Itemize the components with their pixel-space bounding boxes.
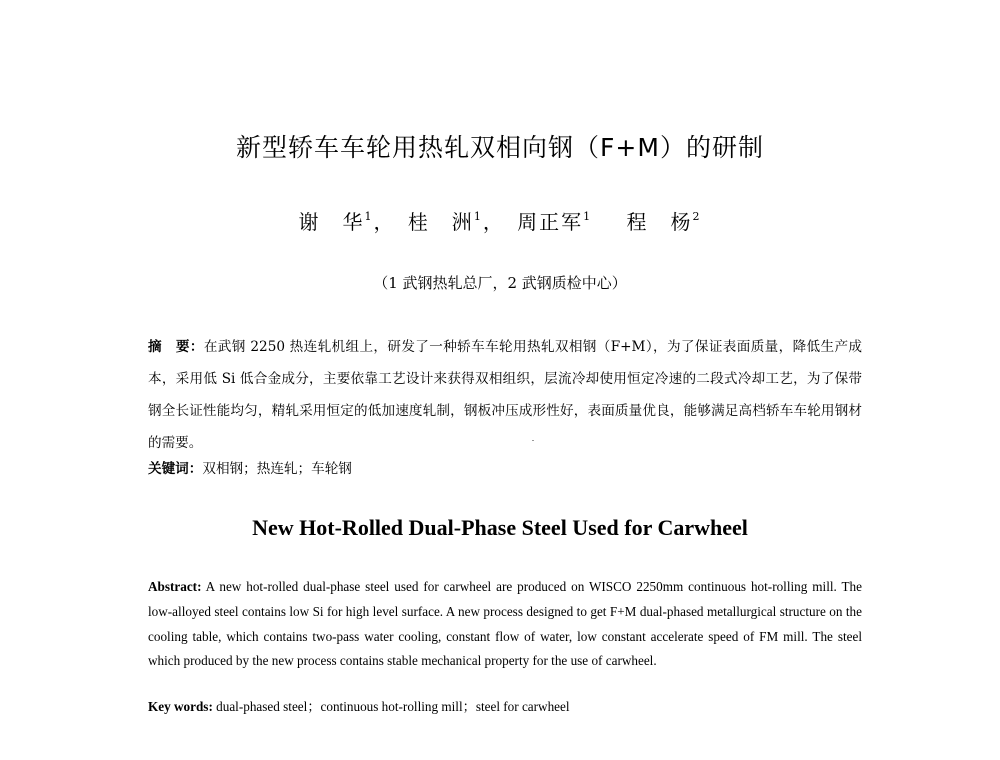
paper-title-cn: 新型轿车车轮用热轧双相向钢（F+M）的研制 (236, 133, 764, 162)
author-name: 周正军 (517, 210, 584, 234)
author (298, 210, 395, 234)
abstract-en (148, 575, 862, 674)
author-separator (592, 210, 614, 234)
author-name: 谢 华 (298, 210, 365, 234)
author (627, 210, 702, 234)
author-affil-mark: 2 (692, 210, 700, 223)
keywords-cn-label: 关键词： (148, 461, 203, 477)
keywords-en (148, 695, 862, 719)
abstract-en-label: Abstract: (148, 579, 202, 594)
author-separator: ， (373, 210, 396, 234)
author-affil-mark: 1 (583, 210, 591, 223)
author (408, 210, 505, 234)
abstract-en-text: A new hot-rolled dual-phase steel used for carwheel are produced on WISCO 2250mm continuous hot-rolling mill. The low-alloyed steel contains low Si for high level surface. A new process designed to get F+M dual-phased metallurgical structure on the cooling table, which contains two-pass water cooling, constant flow of water, low constant accelerate speed of FM mill. The steel which produced by the new process contains stable mechanical property for the use of carwheel. (148, 579, 862, 669)
abstract-cn-text: 在武钢 2250 热连轧机组上，研发了一种轿车车轮用热轧双相钢（F+M），为了保证表面质量，降低生产成本，采用低 Si 低合金成分，主要依靠工艺设计来获得双相组织，层流冷却使用恒定冷速的二段式冷却工艺，为了保带钢全长证性能均匀，精轧采用恒定的低加速度轧制，钢板冲压成形性好，表面质量优良，能够满足高档轿车车轮用钢材的需要。 (148, 339, 862, 451)
abstract-cn (148, 331, 862, 459)
scan-speck (532, 440, 534, 441)
author-name: 程 杨 (626, 210, 693, 234)
affiliation: （1 武钢热轧总厂，2 武钢质检中心） (373, 274, 627, 292)
keywords-cn-text: 双相钢；热连轧；车轮钢 (202, 461, 352, 477)
author-separator: ， (482, 210, 505, 234)
keywords-en-label: Key words: (148, 699, 213, 714)
author-name: 桂 洲 (407, 210, 474, 234)
abstract-cn-label: 摘 要： (148, 339, 204, 355)
author-affil-mark: 1 (473, 210, 481, 223)
keywords-en-text: dual-phased steel；continuous hot-rolling mill；steel for carwheel (212, 699, 570, 714)
author (517, 210, 614, 234)
author-list (0, 206, 1000, 235)
author-affil-mark: 1 (364, 210, 372, 223)
paper-title-en: New Hot-Rolled Dual-Phase Steel Used for Carwheel (252, 515, 748, 540)
keywords-cn (148, 455, 862, 483)
